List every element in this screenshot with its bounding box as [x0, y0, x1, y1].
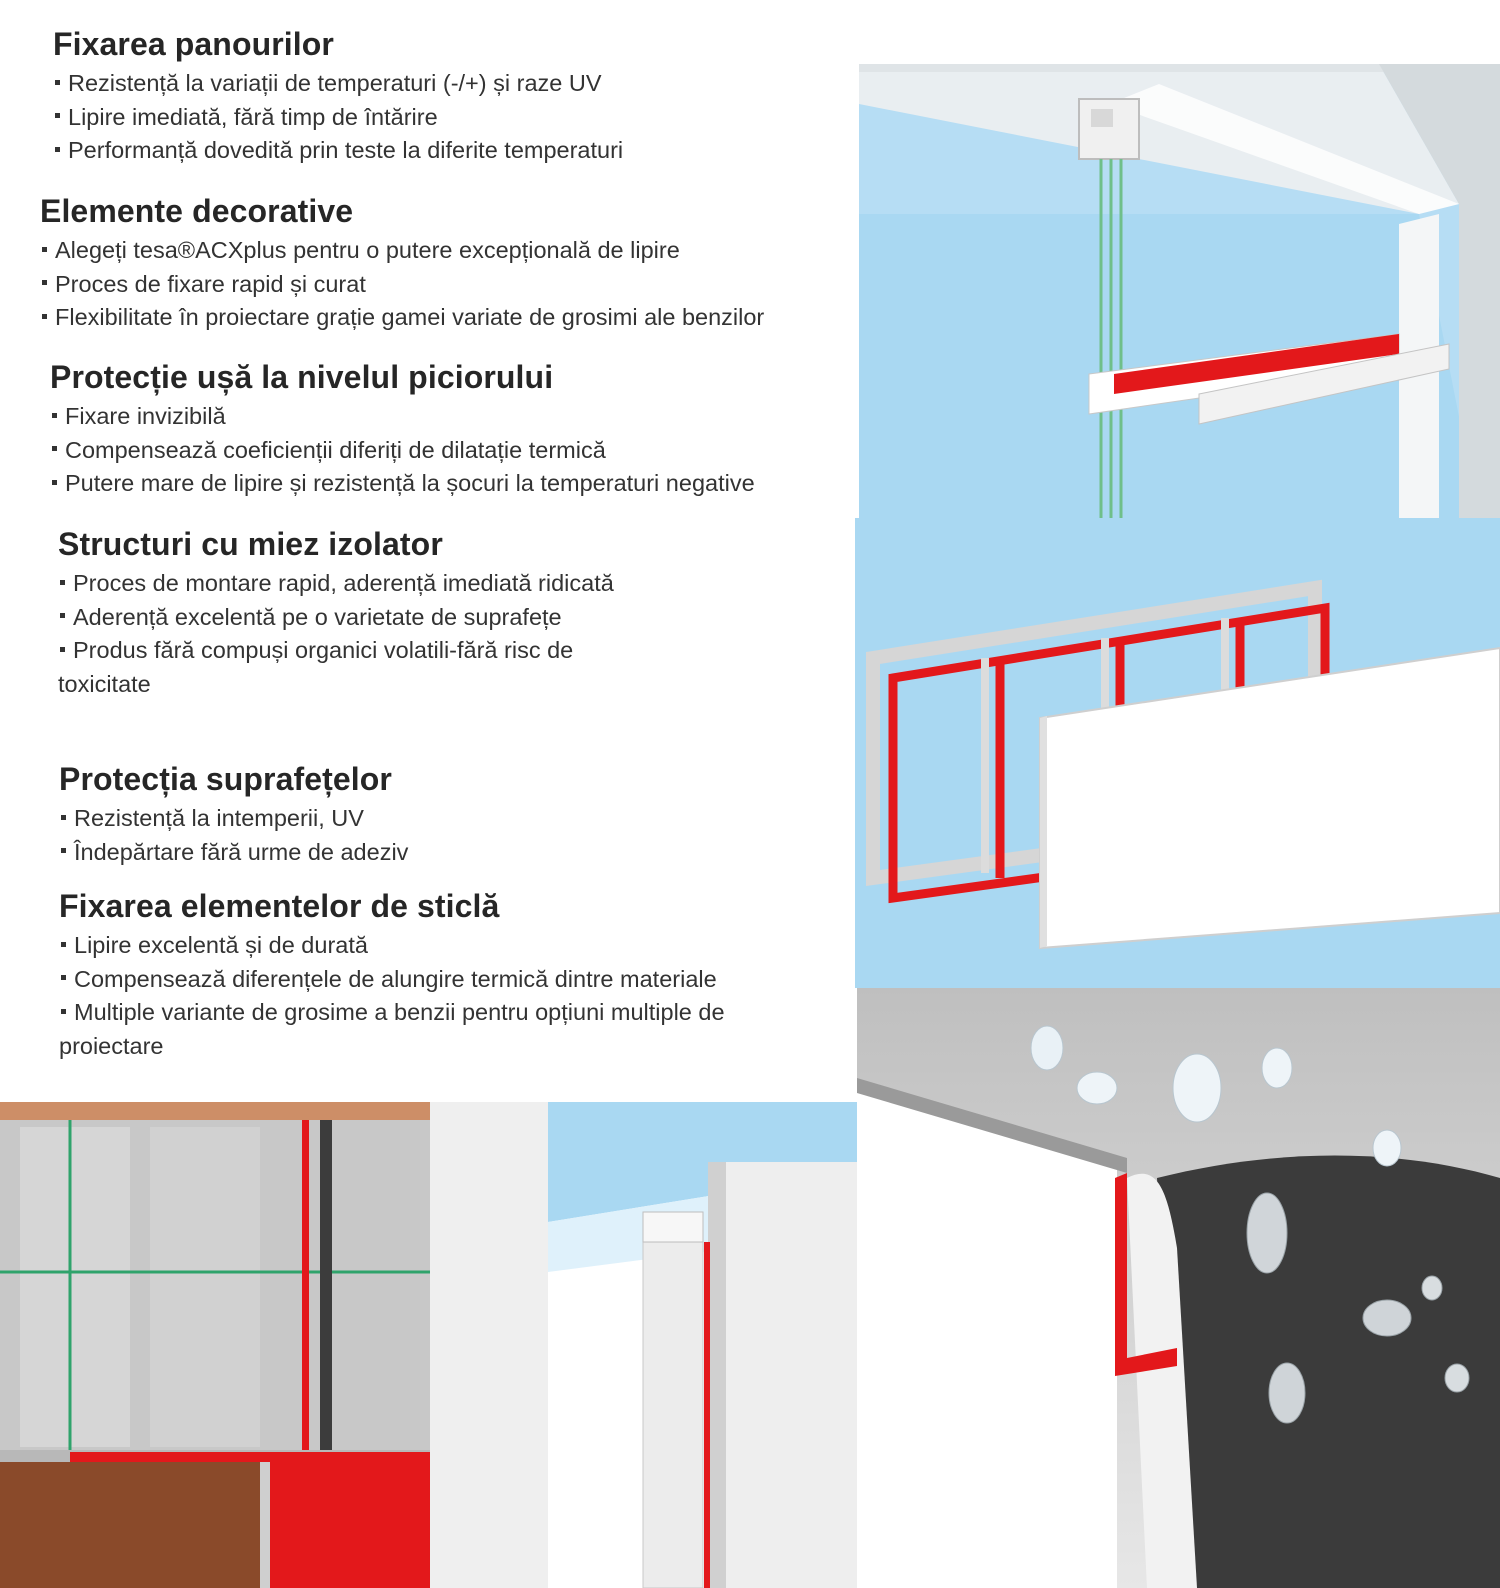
bullet-icon — [61, 815, 66, 820]
list-item: Compensează diferențele de alungire termică dintre materiale — [59, 963, 779, 997]
list-item: Lipire excelentă și de durată — [59, 929, 779, 963]
bullet-icon — [55, 147, 60, 152]
bullet-icon — [42, 314, 47, 319]
bullet-list — [50, 400, 755, 501]
list-item: Proces de montare rapid, aderență imediată ridicată — [58, 567, 658, 601]
bullet-icon — [42, 280, 47, 285]
list-item: Putere mare de lipire și rezistență la șocuri la temperaturi negative — [50, 467, 755, 501]
list-item: Fixare invizibilă — [50, 400, 755, 434]
list-item: Rezistență la intemperii, UV — [59, 802, 408, 836]
list-item: Flexibilitate în proiectare grație gamei variate de grosimi ale benzilor — [40, 301, 764, 335]
list-item: Proces de fixare rapid și curat — [40, 268, 764, 302]
section-title: Elemente decorative — [40, 193, 354, 229]
list-item: Compensează coeficienții diferiți de dilatație termică — [50, 434, 755, 468]
bullet-icon — [55, 80, 60, 85]
list-item: Îndepărtare fără urme de adeziv — [59, 836, 408, 870]
list-item: Aderență excelentă pe o varietate de suprafețe — [58, 601, 658, 635]
bullet-icon — [52, 480, 57, 485]
list-item: Alegeți tesa®ACXplus pentru o putere excepțională de lipire — [40, 234, 764, 268]
section-title: Structuri cu miez izolator — [58, 526, 443, 562]
bullet-list — [53, 67, 623, 168]
bullet-icon — [61, 1009, 66, 1014]
bullet-icon — [60, 647, 65, 652]
illustration-surface-protection — [857, 988, 1500, 1588]
bullet-list — [58, 567, 658, 701]
bullet-icon — [52, 446, 57, 451]
section-fixarea-panourilor — [53, 26, 623, 168]
section-fixarea-sticla — [59, 888, 779, 1063]
section-structuri-miez — [58, 526, 658, 701]
list-item: Rezistență la variații de temperaturi (-/+) și raze UV — [53, 67, 623, 101]
list-item: Performanță dovedită prin teste la diferite temperaturi — [53, 134, 623, 168]
section-elemente-decorative — [40, 193, 764, 335]
bullet-list — [59, 929, 779, 1063]
bullet-icon — [52, 413, 57, 418]
bullet-list — [59, 802, 408, 869]
section-protectie-usa — [50, 359, 755, 501]
bullet-icon — [42, 247, 47, 252]
bullet-icon — [61, 942, 66, 947]
section-title: Protecție ușă la nivelul piciorului — [50, 359, 554, 395]
bullet-icon — [55, 113, 60, 118]
illustration-glass-cabinet — [0, 1102, 548, 1588]
list-item: Multiple variante de grosime a benzii pentru opțiuni multiple de proiectare — [59, 999, 725, 1059]
section-title: Fixarea elementelor de sticlă — [59, 888, 500, 924]
illustration-glass-fixing — [548, 1102, 857, 1588]
bullet-icon — [60, 580, 65, 585]
bullet-icon — [61, 848, 66, 853]
section-title: Fixarea panourilor — [53, 26, 334, 62]
bullet-list — [40, 234, 764, 335]
illustration-door-profile — [859, 64, 1500, 518]
section-protectia-suprafetelor — [59, 761, 408, 869]
section-title: Protecția suprafețelor — [59, 761, 392, 797]
bullet-icon — [60, 613, 65, 618]
bullet-icon — [61, 975, 66, 980]
illustration-sandwich-panel — [855, 518, 1500, 988]
list-item: Lipire imediată, fără timp de întărire — [53, 101, 623, 135]
list-item: Produs fără compuși organici volatili-fără risc de toxicitate — [58, 637, 574, 697]
